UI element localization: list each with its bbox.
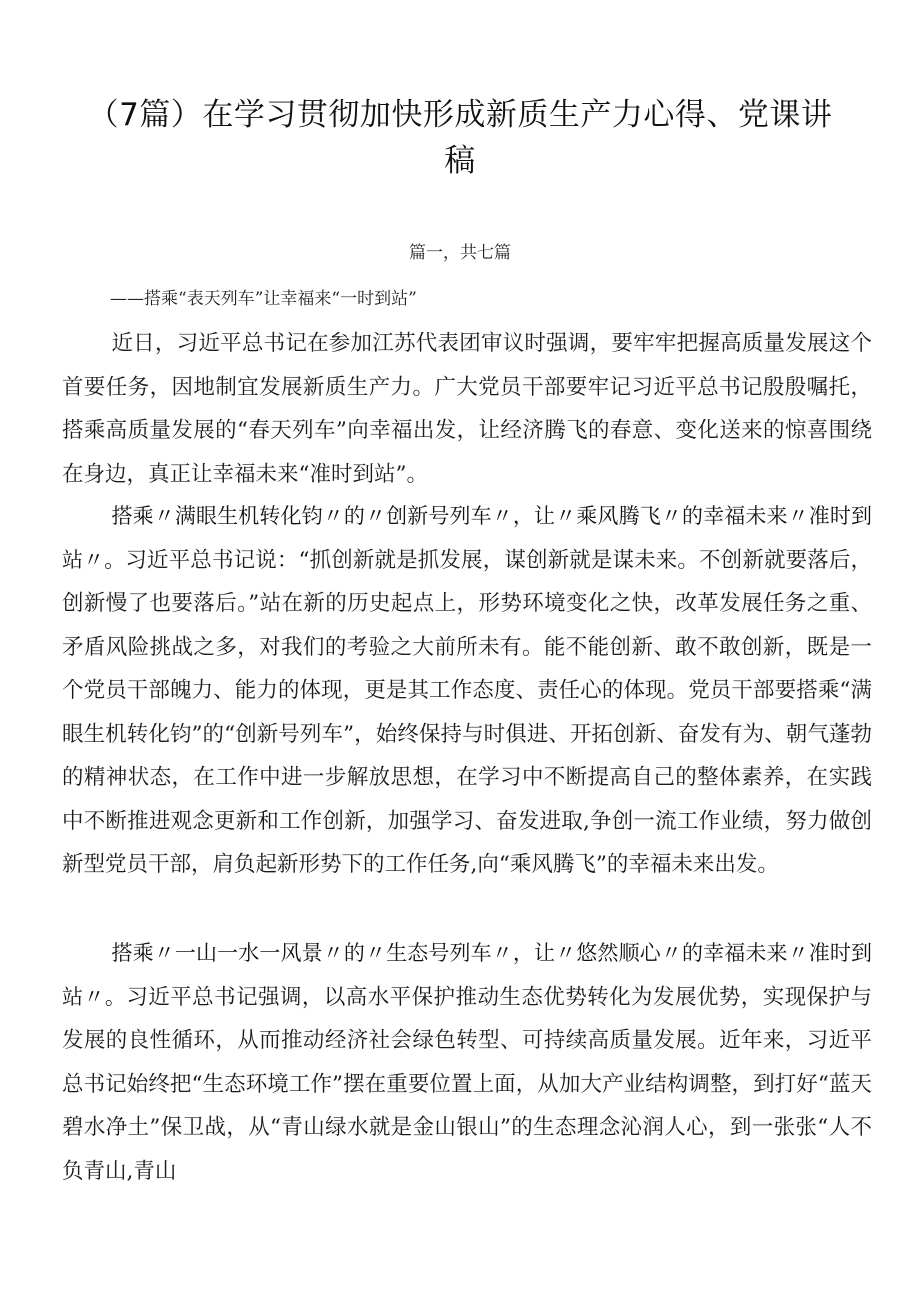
chapter-subtitle: ——搭乘“表天列车”让幸福来“一时到站” [110,289,417,309]
paragraph-2-lead: 搭乘〃满眼生机转化钧〃的〃创新号列车〃，让〃乘风腾飞〃的幸福未来〃准时到站〃。 [62,504,872,572]
paragraph-2-text: 习近平总书记说：“抓创新就是抓发展，谋创新就是谋未来。不创新就要落后，创新慢了也要落后。”站在新的历史起点上，形势环境变化之快，改革发展任务之重、矛盾风险挑战之多，对我们的考验之大前所未有。能不能创新、敢不敢创新，既是一个党员干部魄力、能力的体现，更是其工作态度、责任心的体现。党员干部要搭乘“满眼生机转化钧”的“创新号列车”，始终保持与时俱进、开拓创新、奋发有为、朝气蓬勃的精神状态，在工作中进一步解放思想，在学习中不断提高自己的整体素养，在实践中不断推进观念更新和工作创新，加强学习、奋发进取,争创一流工作业绩，努力做创新型党员干部，肩负起新形势下的工作任务,向“乘风腾飞”的幸福未来出发。 [62,547,872,877]
paragraph-3-text: 习近平总书记强调，以高水平保护推动生态优势转化为发展优势，实现保护与发展的良性循环，从而推动经济社会绿色转型、可持续高质量发展。近年来，习近平总书记始终把“生态环境工作”摆在重要位置上面，从加大产业结构调整，到打好“蓝天碧水净土”保卫战，从“青山绿水就是金山银山”的生态理念沁润人心，到一张张“人不负青山,青山 [62,984,872,1184]
document-title: （7篇）在学习贯彻加快形成新质生产力心得、党课讲稿 [87,97,833,179]
paragraph-3-lead: 搭乘〃一山一水一风景〃的〃生态号列车〃，让〃悠然顺心〃的幸福未来〃准时到站〃。 [62,941,872,1009]
chapter-heading: 篇一，共七篇 [409,243,511,263]
paragraph-3 [62,932,872,1193]
paragraph-2 [62,495,872,887]
paragraph-1-text: 近日，习近平总书记在参加江苏代表团审议时强调，要牢牢把握高质量发展这个首要任务，因地制宜发展新质生产力。广大党员干部要牢记习近平总书记殷殷嘱托，搭乘高质量发展的“春天列车”向幸福出发，让经济腾飞的春意、变化送来的惊喜围绕在身边，真正让幸福未来“准时到站”。 [62,331,872,487]
paragraph-1 [62,322,872,496]
